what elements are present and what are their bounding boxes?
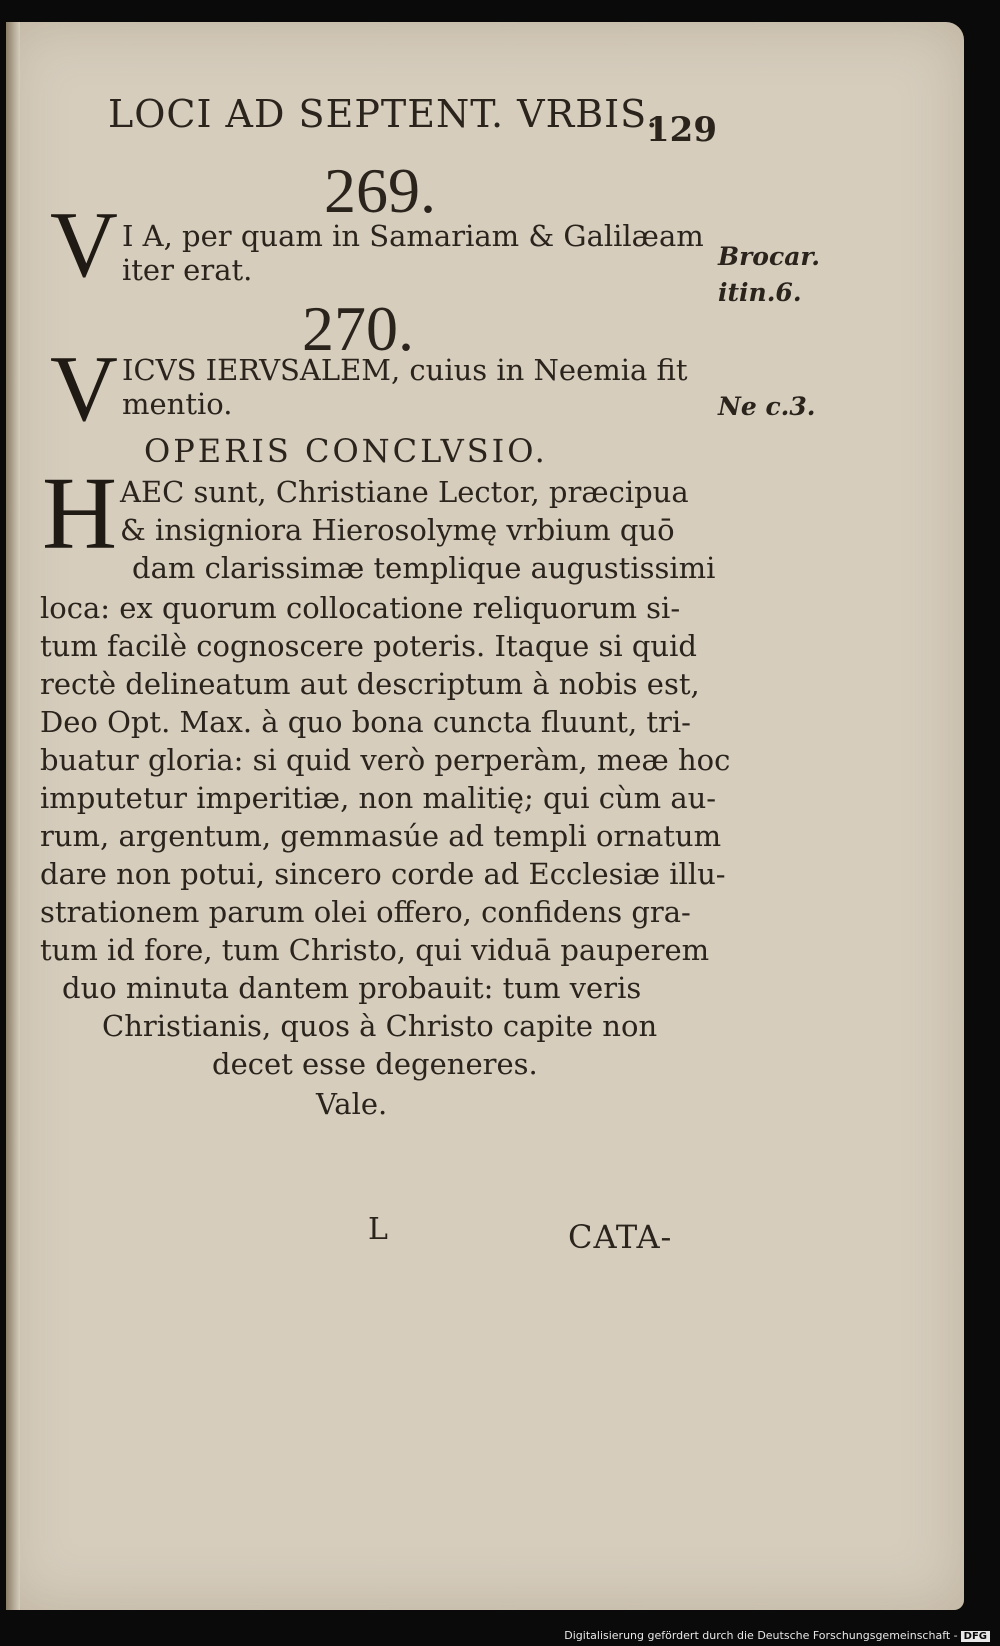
signature-mark: L: [368, 1212, 388, 1247]
body-text-line: rum, argentum, gemmasúe ad templi ornatum: [40, 819, 722, 853]
body-text-line: duo minuta dantem probauit: tum veris: [62, 971, 642, 1005]
entry-number: 269.: [324, 155, 436, 226]
margin-note: Brocar.: [718, 242, 820, 271]
book-page: [6, 22, 964, 1610]
section-heading: OPERIS CONCLVSIO.: [144, 432, 548, 470]
digitization-footer: [564, 1629, 990, 1642]
closing-vale: Vale.: [316, 1087, 388, 1121]
page-spine-shadow: [6, 22, 20, 1610]
body-text-line: imputetur imperitiæ, non malitię; qui cùm au-: [40, 781, 717, 815]
running-title: LOCI AD SEPTENT. VRBIS.: [108, 92, 659, 136]
entry-text-line: mentio.: [122, 387, 233, 421]
body-text-line: rectè delineatum aut descriptum à nobis est,: [40, 667, 700, 701]
body-text-line: buatur gloria: si quid verò perperàm, meæ hoc: [40, 743, 731, 777]
body-text-line: dam clarissimæ templique augustissimi: [132, 551, 716, 585]
margin-note: Ne c.3.: [718, 392, 816, 421]
drop-capital: H: [42, 456, 118, 571]
page-number: 129: [646, 110, 717, 150]
body-text-line: dare non potui, sincero corde ad Ecclesiæ illu-: [40, 857, 726, 891]
margin-note: itin.6.: [718, 278, 802, 307]
body-text-line: AEC sunt, Christiane Lector, præcipua: [120, 475, 689, 509]
drop-capital: V: [50, 337, 118, 441]
entry-number: 270.: [302, 293, 414, 364]
body-text-line: strationem parum olei offero, confidens gra-: [40, 895, 691, 929]
entry-text-line: ICVS IERVSALEM, cuius in Neemia fit: [122, 353, 688, 387]
catchword: CATA-: [568, 1218, 673, 1256]
dfg-logo: DFG: [961, 1631, 990, 1642]
body-text-line: decet esse degeneres.: [212, 1047, 538, 1081]
body-text-line: tum facilè cognoscere poteris. Itaque si quid: [40, 629, 697, 663]
body-text-line: Christianis, quos à Christo capite non: [102, 1009, 658, 1043]
entry-text-line: I A, per quam in Samariam & Galilæam: [122, 219, 704, 253]
body-text-line: tum id fore, tum Christo, qui viduā pauperem: [40, 933, 710, 967]
body-text-line: Deo Opt. Max. à quo bona cuncta fluunt, tri-: [40, 705, 691, 739]
digitization-note: Digitalisierung gefördert durch die Deutsche Forschungsgemeinschaft -: [564, 1629, 958, 1642]
drop-capital: V: [50, 193, 118, 297]
entry-text-line: iter erat.: [122, 253, 253, 287]
body-text-line: loca: ex quorum collocatione reliquorum si-: [40, 591, 681, 625]
body-text-line: & insigniora Hierosolymę vrbium quō: [120, 513, 675, 547]
